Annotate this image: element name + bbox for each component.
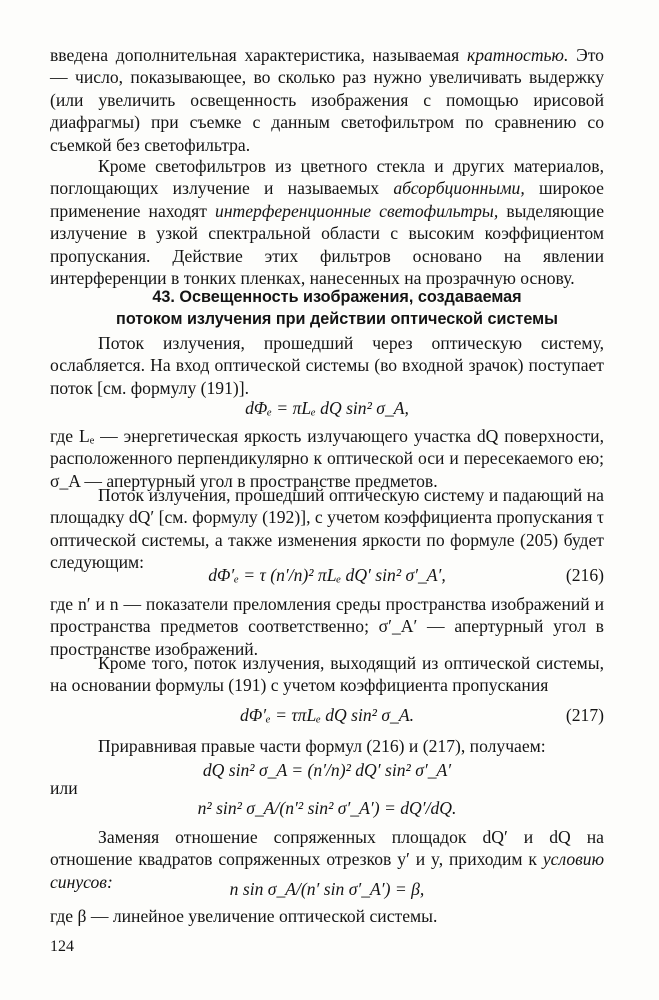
formula-expression: dΦ′ₑ = τ (n′/n)² πLₑ dQ′ sin² σ′_A′,: [208, 565, 446, 585]
heading-line-2: потоком излучения при действии оптической системы: [116, 309, 558, 328]
text-run: введена дополнительная характеристика, называемая: [50, 45, 467, 65]
text-run: широкое применение находят: [50, 178, 604, 221]
formula-expression: n² sin² σ_A/(n′² sin² σ′_A′) = dQ′/dQ.: [197, 798, 457, 818]
paragraph-2: [50, 155, 604, 289]
section-heading: [70, 287, 604, 330]
text-run: Это — число, показывающее, во сколько раз нужно увеличивать выдержку (или увеличить освещенность изображения с помощью ирисовой диафрагмы) при съемке с данным светофильтром по сравнению со съемкой без светофильтра.: [50, 45, 604, 155]
formula-5: [50, 795, 604, 821]
paragraph-4: где Lₑ — энергетическая яркость излучающего участка dQ поверхности, расположенного перпендикулярно к оптической оси и пересекаемого ею; σ_A — апертурный угол в пространстве предметов.: [50, 426, 604, 491]
text-run: Кроме светофильтров из цветного стекла и других материалов, поглощающих излучение и называемых: [50, 156, 604, 199]
paragraph-8: Приравнивая правые части формул (216) и (217), получаем:: [98, 736, 546, 756]
paragraph-7: Кроме того, поток излучения, выходящий из оптической системы, на основании формулы (191) с учетом коэффициента пропускания: [50, 653, 604, 696]
heading-line-1: 43. Освещенность изображения, создаваемая: [152, 288, 522, 306]
paragraph-9: или: [50, 778, 78, 798]
formula-6: [50, 876, 604, 902]
paragraph-11: где β — линейное увеличение оптической системы.: [50, 906, 438, 926]
page-number: 124: [50, 938, 74, 955]
emphasis-term: абсорбционными,: [393, 178, 525, 199]
paragraph-5: Поток излучения, прошедший оптическую систему и падающий на площадку dQ′ [см. формулу (192)], с учетом коэффициента пропускания τ оптической системы, а также изменения яркости по формуле (205) будет следующим:: [50, 485, 604, 573]
text-run: Заменяя отношение сопряженных площадок dQ′ и dQ на отношение квадратов сопряженных отрезков y′ и y, приходим к: [50, 827, 604, 870]
emphasis-term: условию синусов:: [50, 849, 604, 892]
formula-expression: dΦₑ = πLₑ dQ sin² σ_A,: [245, 398, 409, 418]
formula-expression: dQ sin² σ_A = (n′/n)² dQ′ sin² σ′_A′: [202, 760, 452, 780]
formula-expression: dΦ′ₑ = τπLₑ dQ sin² σ_A.: [240, 705, 414, 725]
paragraph-3: Поток излучения, прошедший через оптическую систему, ослабляется. На вход оптической системы (во входной зрачок) поступает поток [см. формулу (191)].: [50, 333, 604, 398]
formula-expression: n sin σ_A/(n′ sin σ′_A′) = β,: [229, 879, 425, 899]
formula-216: [50, 562, 604, 588]
formula-number: (216): [565, 565, 604, 585]
text-run: выделяющие излучение в узкой спектральной области с высоким коэффициентом пропускания. Действие этих фильтров основано на явлении интерференции в тонких пленках, нанесенных на прозрачную основу.: [50, 200, 605, 289]
formula-217: [50, 702, 604, 728]
paragraph-1: [50, 44, 604, 156]
emphasis-term: интерференционные светофильтры,: [215, 200, 499, 221]
formula-number: (217): [565, 705, 604, 725]
emphasis-term: кратностью.: [466, 45, 569, 65]
paragraph-6: где n′ и n — показатели преломления среды пространства изображений и пространства предметов соответственно; σ′_A′ — апертурный угол в пространстве изображений.: [50, 594, 604, 659]
formula-1: [50, 395, 604, 421]
